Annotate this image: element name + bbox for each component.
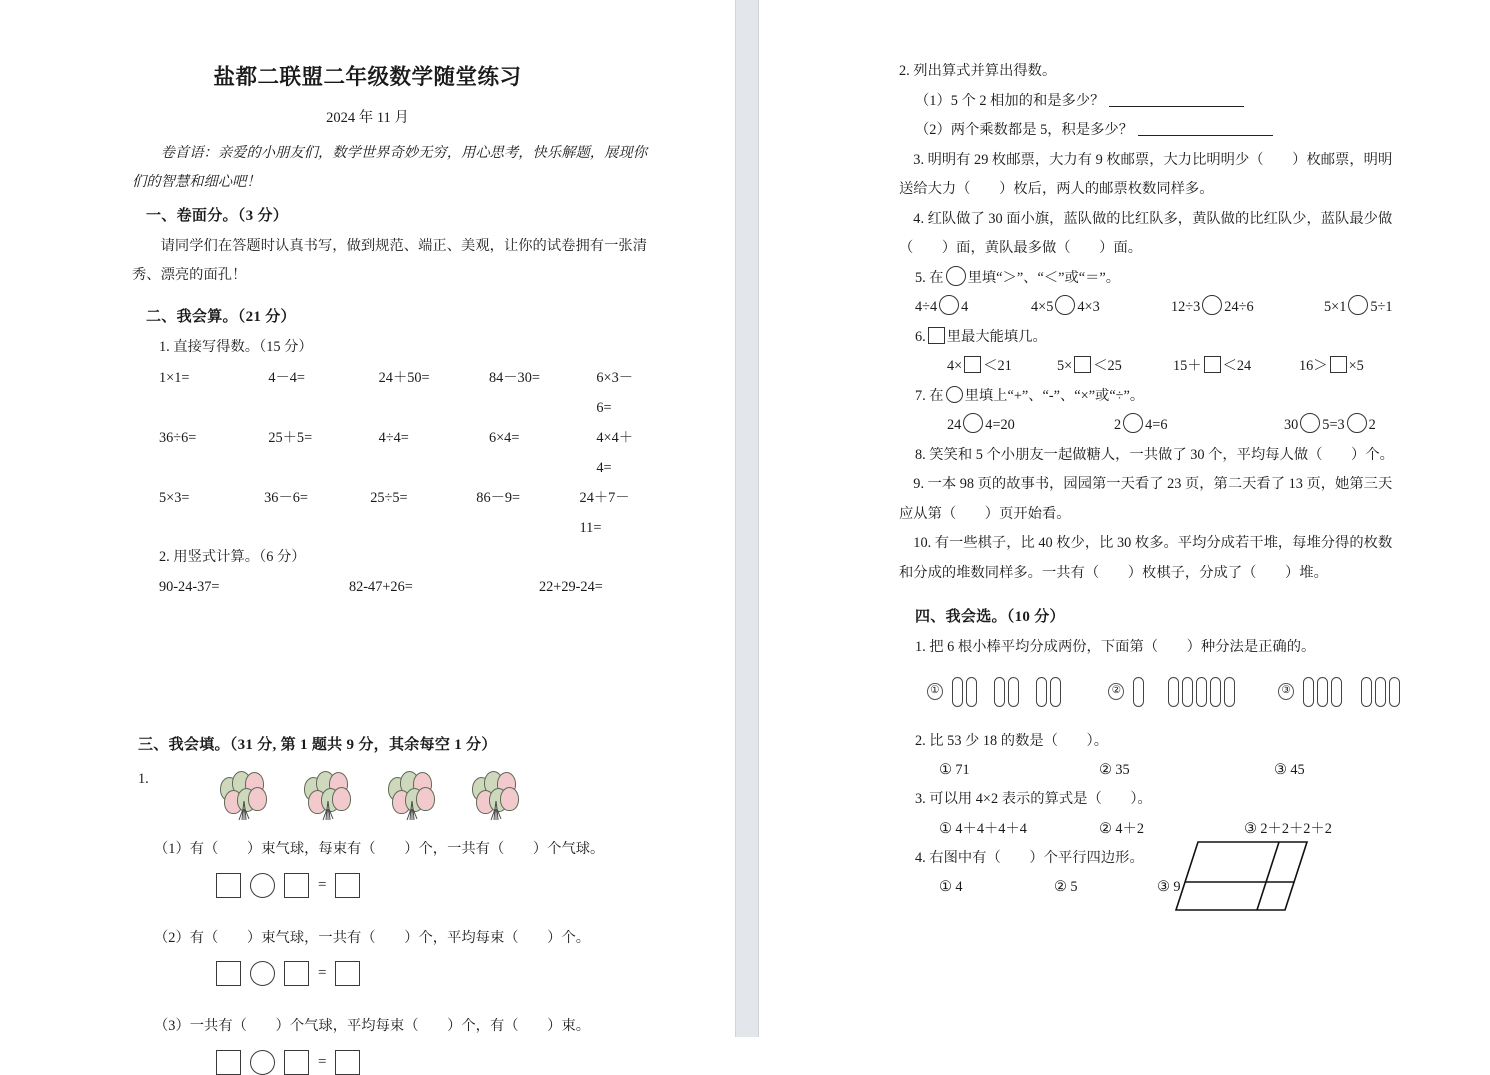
section-4-q4-options bbox=[899, 873, 1400, 902]
section-3-q7-label bbox=[899, 382, 1400, 412]
calc-cell: 1×1= bbox=[159, 369, 190, 386]
answer-box[interactable] bbox=[335, 873, 360, 898]
option-marker-1[interactable]: ① bbox=[927, 683, 943, 700]
fill-right: ＜21 bbox=[983, 358, 1012, 374]
answer-box[interactable] bbox=[216, 961, 241, 986]
stick-icon bbox=[1182, 677, 1193, 707]
calc-cell: 4－4= bbox=[268, 369, 306, 386]
calc-cell: 4÷4= bbox=[378, 429, 409, 446]
op-left: 30 bbox=[1284, 417, 1299, 433]
answer-box[interactable] bbox=[284, 961, 309, 986]
vertical-calc-cell: 22+29-24= bbox=[539, 579, 603, 595]
balloon-bunch bbox=[218, 771, 274, 823]
balloon-bunch bbox=[470, 771, 526, 823]
calc-row bbox=[132, 363, 647, 423]
page-right bbox=[759, 0, 1490, 1037]
section-2-q2-label: 2. 用竖式计算。（6 分） bbox=[159, 548, 306, 565]
stick-group bbox=[1133, 677, 1144, 707]
calc-cell: 36－6= bbox=[264, 489, 308, 506]
option-1-sticks bbox=[952, 677, 1095, 707]
fill-item bbox=[1057, 352, 1173, 382]
section-3-q6-items bbox=[899, 352, 1400, 382]
option-3-sticks bbox=[1303, 677, 1400, 707]
section-1-heading: 一、卷面分。（3 分） bbox=[146, 208, 289, 224]
comparison-circle-icon bbox=[946, 266, 966, 286]
stick-group bbox=[1303, 677, 1342, 707]
page-left bbox=[0, 0, 735, 1070]
answer-box[interactable] bbox=[216, 1050, 241, 1075]
stick-icon bbox=[1317, 677, 1328, 707]
comparison-circle[interactable] bbox=[1348, 295, 1368, 315]
stick-icon bbox=[1361, 677, 1372, 707]
fill-left: 16＞ bbox=[1299, 358, 1328, 374]
operator-circle[interactable] bbox=[1123, 413, 1143, 433]
calc-row bbox=[132, 483, 647, 543]
stick-icon bbox=[1210, 677, 1221, 707]
stick-icon bbox=[1168, 677, 1179, 707]
option-item[interactable]: ② 4＋2 bbox=[1099, 820, 1144, 837]
operator-circle[interactable] bbox=[1347, 413, 1367, 433]
page-date: 2024 年 11 月 bbox=[326, 110, 409, 126]
stick-icon bbox=[1050, 677, 1061, 707]
calc-cell: 36÷6= bbox=[159, 429, 197, 446]
calc-cell: 25÷5= bbox=[370, 489, 408, 506]
compare-right: 4 bbox=[961, 299, 969, 315]
option-item[interactable]: ③ 9 bbox=[1157, 879, 1181, 895]
q5-label-b: 里填“＞”、“＜”或“＝”。 bbox=[967, 269, 1121, 286]
q7-label-b: 里填上“+”、“-”、“×”或“÷”。 bbox=[964, 387, 1145, 404]
section-3-q2-item2 bbox=[899, 116, 1400, 146]
op-left: 2 bbox=[1114, 417, 1122, 433]
answer-boxes-row bbox=[132, 961, 647, 986]
fill-item bbox=[1173, 352, 1299, 382]
fill-box[interactable] bbox=[1074, 356, 1091, 373]
equals-sign: = bbox=[318, 1053, 327, 1070]
section-4-q3-options bbox=[899, 815, 1400, 844]
option-item[interactable]: ① 4＋4＋4＋4 bbox=[939, 820, 1027, 837]
section-4-q2: 2. 比 53 少 18 的数是（ ）。 bbox=[915, 732, 1109, 749]
balloon-string-icon bbox=[321, 801, 335, 821]
answer-blank[interactable] bbox=[1138, 120, 1273, 136]
compare-right: 4×3 bbox=[1077, 299, 1100, 315]
compare-left: 4×5 bbox=[1031, 299, 1054, 315]
section-3-heading: 三、我会填。（31 分, 第 1 题共 9 分，其余每空 1 分） bbox=[138, 737, 497, 753]
fill-item bbox=[947, 352, 1057, 382]
stick-group bbox=[1361, 677, 1400, 707]
compare-item bbox=[1171, 293, 1324, 323]
stick-icon bbox=[1196, 677, 1207, 707]
fill-box[interactable] bbox=[1204, 356, 1221, 373]
stick-group bbox=[1036, 677, 1061, 707]
comparison-circle[interactable] bbox=[1055, 295, 1075, 315]
q2-item1-text: （1）5 个 2 相加的和是多少？ bbox=[915, 92, 1105, 109]
section-3-q8: 8. 笑笑和 5 个小朋友一起做糖人，一共做了 30 个，平均每人做（ ）个。 bbox=[915, 446, 1394, 463]
operator-item bbox=[947, 411, 1114, 441]
fill-box-icon bbox=[928, 327, 945, 344]
calc-row bbox=[132, 423, 647, 483]
stick-icon bbox=[1133, 677, 1144, 707]
vertical-calc-cell: 82-47+26= bbox=[349, 579, 413, 595]
balloon-bunch bbox=[302, 771, 358, 823]
calc-cell: 86－9= bbox=[476, 489, 521, 506]
parallelogram-svg bbox=[1174, 840, 1309, 912]
fill-left: 15＋ bbox=[1173, 358, 1202, 374]
q6-label-a: 6. bbox=[915, 328, 926, 345]
balloon-bunch bbox=[386, 771, 442, 823]
stick-icon bbox=[1303, 677, 1314, 707]
answer-box[interactable] bbox=[284, 1050, 309, 1075]
compare-item bbox=[1324, 293, 1393, 323]
section-3-q1-number: 1. bbox=[138, 771, 149, 787]
balloon-string-icon bbox=[489, 801, 503, 821]
q2-item2-text: （2）两个乘数都是 5，积是多少？ bbox=[915, 122, 1134, 138]
section-4-q3: 3. 可以用 4×2 表示的算式是（ ）。 bbox=[915, 791, 1152, 807]
operator-circle[interactable] bbox=[963, 413, 983, 433]
stick-icon bbox=[1375, 677, 1386, 707]
fill-item bbox=[1299, 352, 1364, 382]
operator-circle[interactable] bbox=[250, 961, 275, 986]
section-2-heading: 二、我会算。（21 分） bbox=[146, 309, 296, 325]
stick-icon bbox=[1331, 677, 1342, 707]
calc-cell: 6×3－6= bbox=[596, 369, 634, 416]
section-3-q4: 4. 红队做了 30 面小旗，蓝队做的比红队多，黄队做的比红队少，蓝队最少做（ ）面，黄队最多做（ ）面。 bbox=[899, 210, 1393, 256]
stick-icon bbox=[966, 677, 977, 707]
comparison-circle[interactable] bbox=[939, 295, 959, 315]
equals-sign: = bbox=[318, 965, 327, 981]
section-4-q1-options bbox=[899, 677, 1400, 707]
answer-box[interactable] bbox=[335, 1050, 360, 1075]
section-4-q2-options bbox=[899, 756, 1400, 785]
vertical-calc-row bbox=[132, 572, 647, 602]
answer-boxes-row bbox=[132, 1050, 647, 1075]
option-2-sticks bbox=[1133, 677, 1272, 707]
fill-left: 4× bbox=[947, 358, 963, 374]
vertical-calc-cell: 90-24-37= bbox=[159, 579, 220, 595]
calc-cell: 84－30= bbox=[488, 369, 540, 386]
fill-left: 5× bbox=[1057, 358, 1073, 374]
calc-cell: 24＋50= bbox=[378, 369, 430, 386]
comparison-circle[interactable] bbox=[1202, 295, 1222, 315]
compare-right: 5÷1 bbox=[1370, 299, 1393, 315]
calc-cell: 5×3= bbox=[159, 489, 190, 506]
stick-icon bbox=[1036, 677, 1047, 707]
stick-group bbox=[1168, 677, 1235, 707]
section-3-q1-sub3: （3）一共有（ ）个气球，平均每束（ ）个，有（ ）束。 bbox=[154, 1018, 591, 1034]
calc-cell: 6×4= bbox=[488, 429, 520, 446]
section-3-q1-sub2: （2）有（ ）束气球，一共有（ ）个，平均每束（ ）个。 bbox=[154, 929, 591, 946]
section-3-q10: 10. 有一些棋子，比 40 枚少，比 30 枚多。平均分成若干堆，每堆分得的枚数和分成的堆数同样多。一共有（ ）枚棋子，分成了（ ）堆。 bbox=[899, 535, 1393, 581]
section-4-q4: 4. 右图中有（ ）个平行四边形。 bbox=[915, 849, 1144, 866]
balloon-string-icon bbox=[405, 801, 419, 821]
page-gutter bbox=[735, 0, 759, 1037]
section-3-q9: 9. 一本 98 页的故事书，园园第一天看了 23 页，第二天看了 13 页，她第三天应从第（ ）页开始看。 bbox=[899, 476, 1393, 522]
stick-icon bbox=[952, 677, 963, 707]
option-item[interactable]: ① 71 bbox=[939, 762, 970, 778]
page-title: 盐都二联盟二年级数学随堂练习 bbox=[213, 65, 522, 89]
stick-group bbox=[994, 677, 1019, 707]
equals-sign: = bbox=[318, 876, 327, 893]
section-4-heading: 四、我会选。（10 分） bbox=[915, 609, 1065, 625]
op-right: 4=6 bbox=[1145, 417, 1168, 433]
operator-circle[interactable] bbox=[250, 873, 275, 898]
option-item[interactable]: ③ 2＋2＋2＋2 bbox=[1244, 820, 1332, 837]
section-3-q7-items bbox=[899, 411, 1400, 441]
op-mid: 5=3 bbox=[1322, 417, 1345, 433]
operator-item bbox=[1114, 411, 1284, 441]
section-1-text: 请同学们在答题时认真书写，做到规范、端正、美观，让你的试卷拥有一张清秀、漂亮的面孔！ bbox=[132, 238, 647, 283]
operator-item bbox=[1284, 411, 1376, 441]
stick-icon bbox=[1008, 677, 1019, 707]
compare-item bbox=[915, 293, 1031, 323]
fill-right: ×5 bbox=[1348, 358, 1364, 374]
option-marker-3[interactable]: ③ bbox=[1278, 683, 1294, 700]
stick-icon bbox=[1389, 677, 1400, 707]
compare-item bbox=[1031, 293, 1171, 323]
section-3-q2-label: 2. 列出算式并算出得数。 bbox=[899, 63, 1057, 79]
fill-box[interactable] bbox=[1330, 356, 1347, 373]
q5-label-a: 5. 在 bbox=[915, 269, 944, 286]
answer-boxes-row bbox=[132, 873, 647, 898]
calc-cell: 25＋5= bbox=[268, 429, 313, 446]
section-3-q6-label bbox=[899, 323, 1400, 353]
section-3-q5-label bbox=[899, 264, 1400, 294]
answer-box[interactable] bbox=[284, 873, 309, 898]
operator-circle[interactable] bbox=[250, 1050, 275, 1075]
section-3-q1-sub1: （1）有（ ）束气球，每束有（ ）个，一共有（ ）个气球。 bbox=[154, 841, 605, 857]
section-3-q3: 3. 明明有 29 枚邮票，大力有 9 枚邮票，大力比明明少（ ）枚邮票，明明送给大力（ ）枚后，两人的邮票枚数同样多。 bbox=[899, 151, 1393, 197]
option-item[interactable]: ② 35 bbox=[1099, 762, 1130, 778]
stick-group bbox=[952, 677, 977, 707]
fill-right: ＜24 bbox=[1222, 358, 1252, 374]
parallelogram-figure bbox=[1174, 840, 1309, 917]
op-right: 4=20 bbox=[985, 417, 1015, 433]
calc-cell: 24＋7－11= bbox=[579, 489, 630, 536]
section-3-q5-items bbox=[899, 293, 1400, 323]
fill-right: ＜25 bbox=[1093, 358, 1122, 374]
option-item[interactable]: ① 4 bbox=[939, 879, 963, 895]
calc-cell: 4×4＋4= bbox=[596, 429, 634, 476]
answer-blank[interactable] bbox=[1109, 91, 1244, 107]
q7-label-a: 7. 在 bbox=[915, 387, 944, 404]
balloon-string-icon bbox=[237, 801, 251, 821]
stick-icon bbox=[994, 677, 1005, 707]
answer-box[interactable] bbox=[335, 961, 360, 986]
compare-left: 5×1 bbox=[1324, 299, 1347, 315]
compare-right: 24÷6 bbox=[1224, 299, 1254, 315]
option-item[interactable]: ② 5 bbox=[1054, 879, 1078, 895]
q6-label-b: 里最大能填几。 bbox=[946, 328, 1047, 345]
option-item[interactable]: ③ 45 bbox=[1274, 762, 1305, 778]
section-2-q1-label: 1. 直接写得数。（15 分） bbox=[159, 339, 313, 355]
op-right: 2 bbox=[1368, 417, 1376, 433]
answer-box[interactable] bbox=[216, 873, 241, 898]
operator-circle-icon bbox=[946, 386, 963, 403]
operator-circle[interactable] bbox=[1300, 413, 1320, 433]
balloon-illustration bbox=[172, 771, 526, 823]
section-3-q2-item1 bbox=[899, 87, 1400, 117]
fill-box[interactable] bbox=[964, 356, 981, 373]
stick-icon bbox=[1224, 677, 1235, 707]
preface-text: 卷首语：亲爱的小朋友们，数学世界奇妙无穷，用心思考，快乐解题，展现你们的智慧和细心吧！ bbox=[132, 145, 647, 190]
compare-left: 12÷3 bbox=[1171, 299, 1201, 315]
section-4-q1: 1. 把 6 根小棒平均分成两份，下面第（ ）种分法是正确的。 bbox=[915, 639, 1316, 655]
compare-left: 4÷4 bbox=[915, 299, 938, 315]
option-marker-2[interactable]: ② bbox=[1108, 683, 1124, 700]
op-left: 24 bbox=[947, 417, 962, 433]
